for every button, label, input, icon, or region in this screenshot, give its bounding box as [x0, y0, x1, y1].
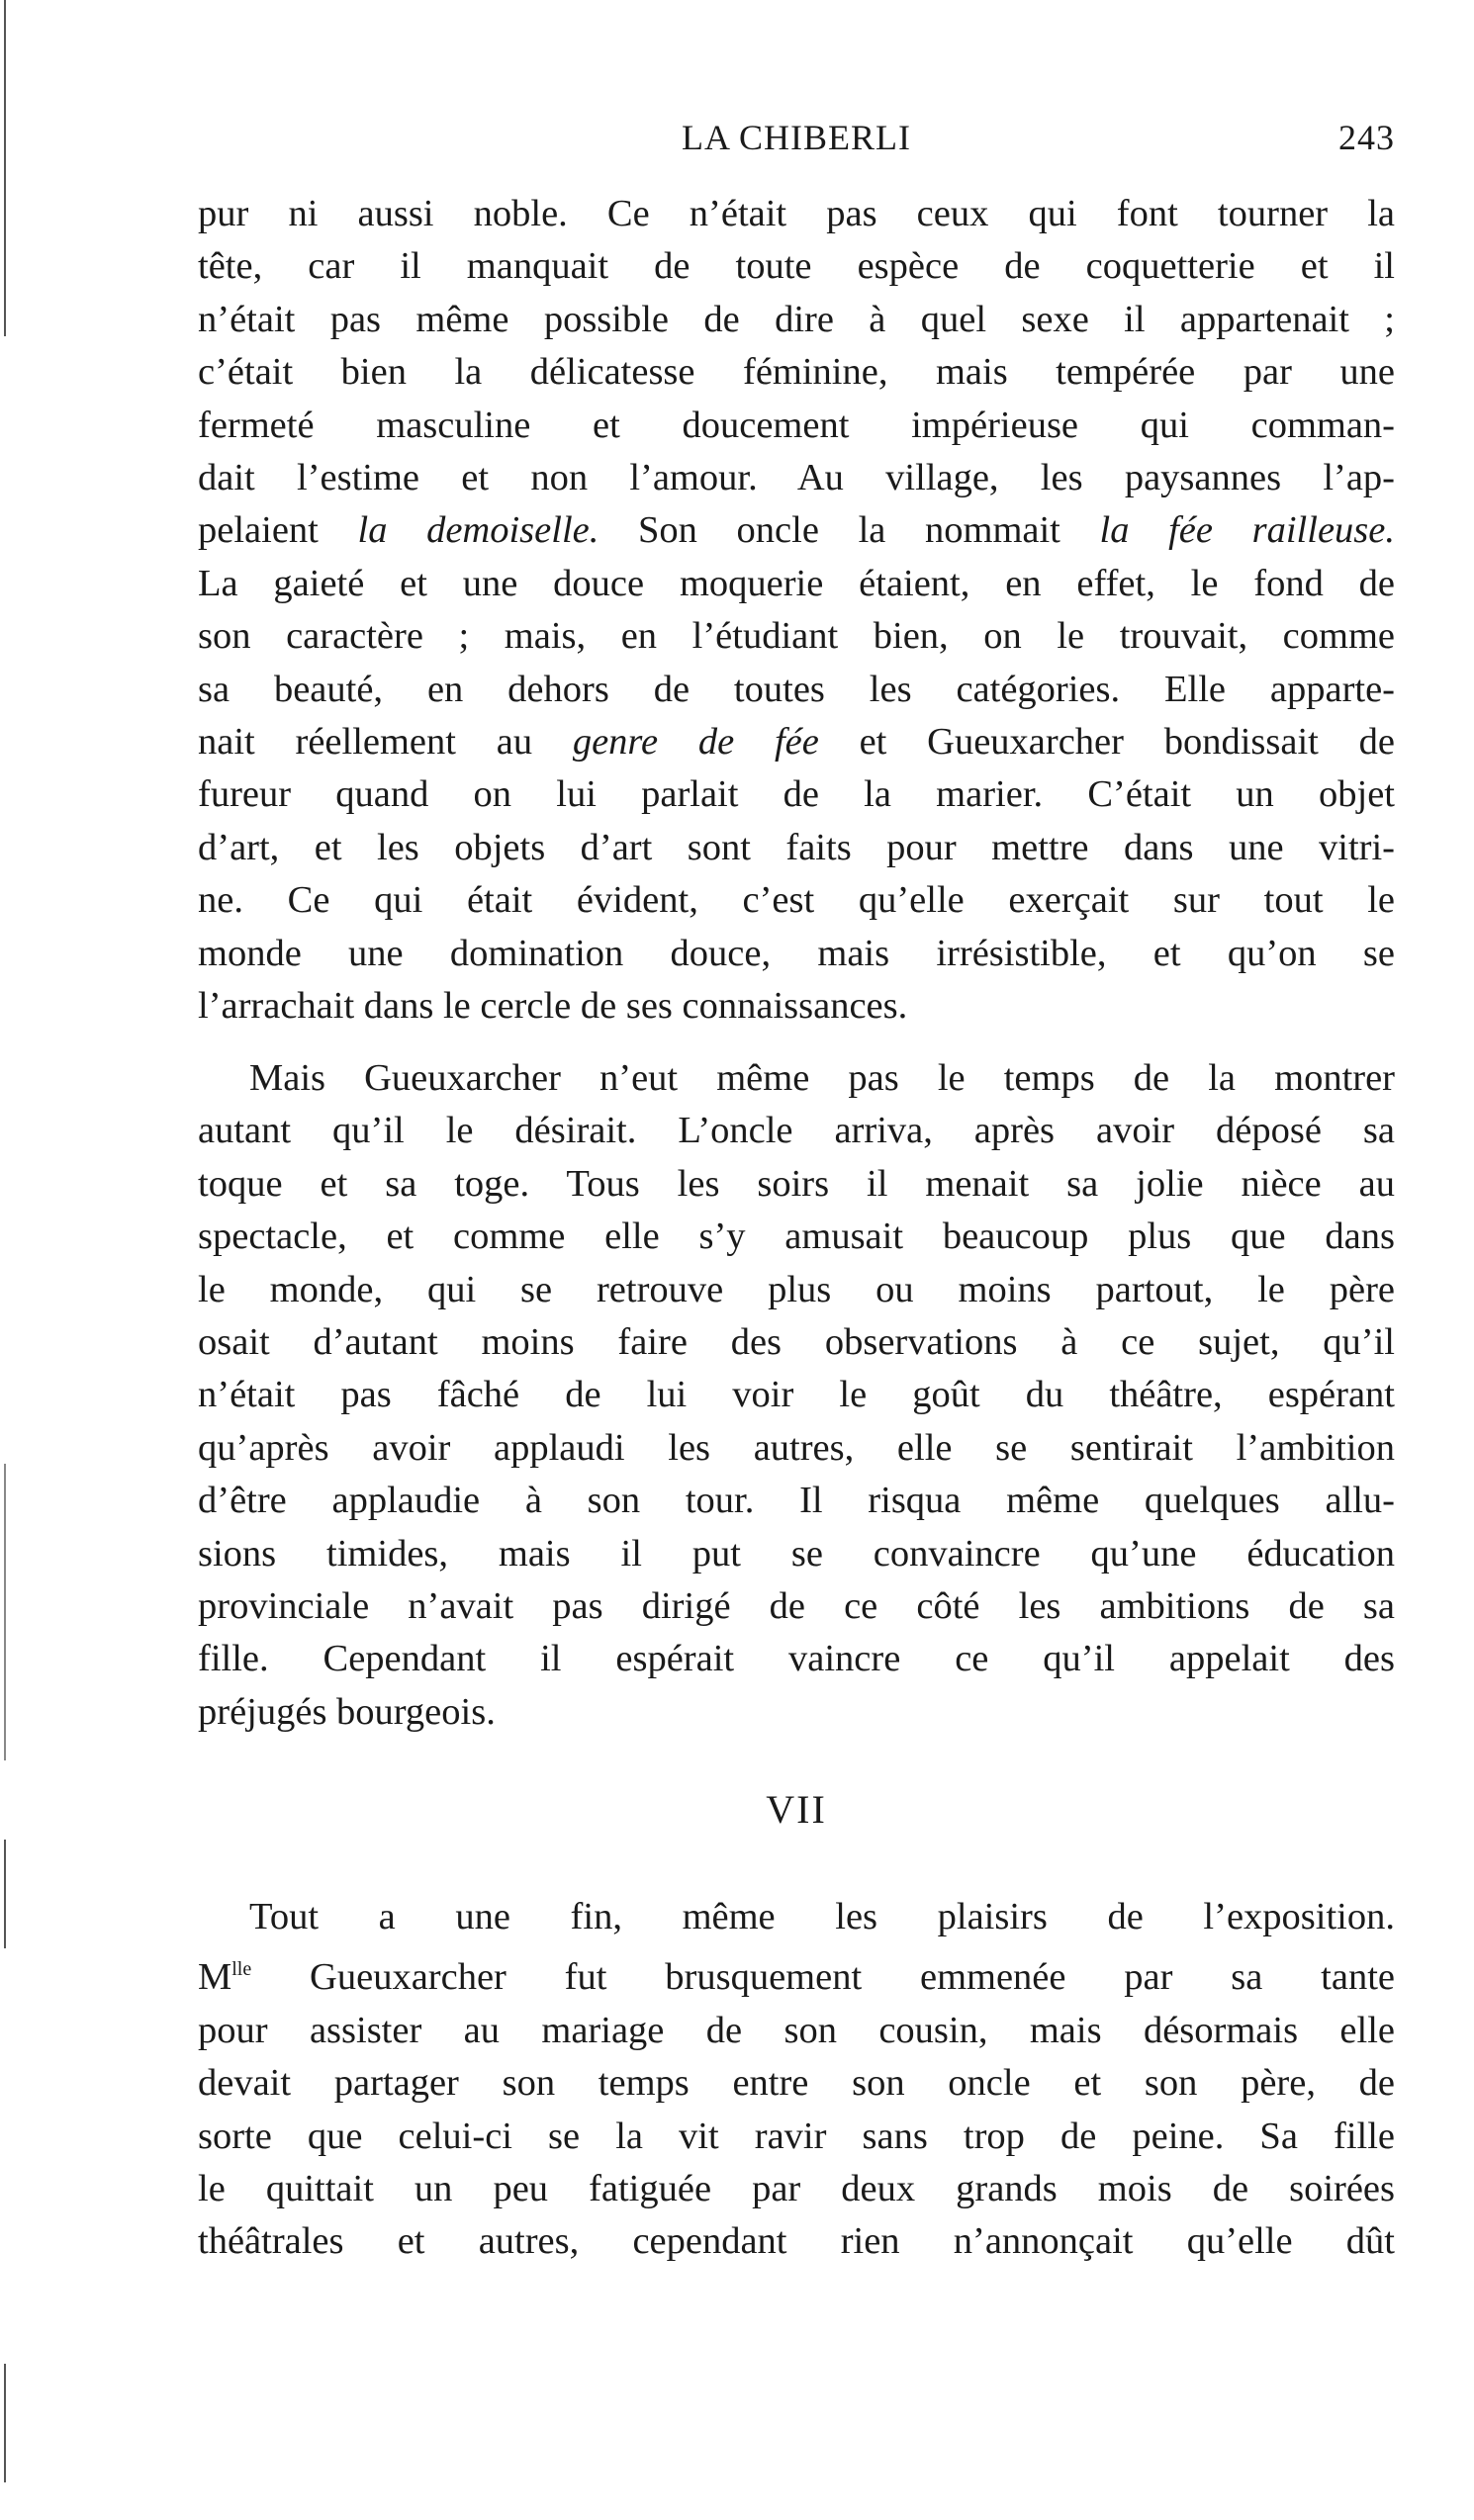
italic-term: la demoiselle.	[357, 509, 599, 552]
page-number: 243	[1338, 118, 1395, 157]
italic-term: genre de fée	[572, 721, 819, 764]
text-line: fermeté masculine et doucement impérieuse qui comman-	[198, 404, 1395, 446]
text-line: sions timides, mais il put se convaincre qu’une éducation	[198, 1532, 1395, 1575]
text-run: nait réellement au	[198, 721, 573, 764]
text-line: théâtrales et autres, cependant rien n’annonçait qu’elle dût	[198, 2220, 1395, 2263]
text-line: n’était pas même possible de dire à quel sexe il appartenait ;	[198, 298, 1395, 340]
text-run: M	[198, 1956, 232, 1999]
text-line: sorte que celui-ci se la vit ravir sans trop de peine. Sa fille	[198, 2115, 1395, 2157]
text-line: le quittait un peu fatiguée par deux grands mois de soirées	[198, 2168, 1395, 2210]
text-line: devait partager son temps entre son oncle et son père, de	[198, 2062, 1395, 2105]
text-line: spectacle, et comme elle s’y amusait beaucoup plus que dans	[198, 1215, 1395, 1258]
paragraph-2	[198, 1052, 1395, 1739]
chapter-heading: VII	[766, 1787, 827, 1832]
text-line: La gaieté et une douce moquerie étaient, en effet, le fond de	[198, 562, 1395, 604]
text-line: osait d’autant moins faire des observations à ce sujet, qu’il	[198, 1321, 1395, 1364]
text-line: le monde, qui se retrouve plus ou moins partout, le père	[198, 1268, 1395, 1310]
text-line: toque et sa toge. Tous les soirs il menait sa jolie nièce au	[198, 1162, 1395, 1205]
text-line: n’était pas fâché de lui voir le goût du théâtre, espérant	[198, 1374, 1395, 1416]
text-line	[198, 1943, 1395, 2004]
text-line: d’art, et les objets d’art sont faits pour mettre dans une vitri-	[198, 826, 1395, 868]
text-line: l’arrachait dans le cercle de ses connaissances.	[198, 985, 908, 1028]
text-line: préjugés bourgeois.	[198, 1690, 496, 1733]
abbreviation-superscript: lle	[231, 1958, 252, 1981]
text-line: fille. Cependant il espérait vaincre ce qu’il appelait des	[198, 1638, 1395, 1680]
edge-mark	[4, 0, 6, 336]
paragraph-3	[198, 1891, 1395, 2269]
text-line: autant qu’il le désirait. L’oncle arriva, après avoir déposé sa	[198, 1110, 1395, 1152]
text-line: sa beauté, en dehors de toutes les catégories. Elle apparte-	[198, 668, 1395, 710]
text-line: son caractère ; mais, en l’étudiant bien, on le trouvait, comme	[198, 615, 1395, 658]
text-run: Son oncle la nommait	[599, 509, 1100, 552]
text-line: d’être applaudie à son tour. Il risqua même quelques allu-	[198, 1480, 1395, 1522]
text-line: ne. Ce qui était évident, c’est qu’elle exerçait sur tout le	[198, 879, 1395, 922]
text-line: Tout a une fin, même les plaisirs de l’exposition.	[249, 1896, 1395, 1937]
text-line: pour assister au mariage de son cousin, mais désormais elle	[198, 2009, 1395, 2051]
text-line: c’était bien la délicatesse féminine, mais tempérée par une	[198, 351, 1395, 394]
text-line: fureur quand on lui parlait de la marier. C’était un objet	[198, 773, 1395, 816]
text-run: pelaient	[198, 509, 358, 552]
text-line: tête, car il manquait de toute espèce de coquetterie et il	[198, 245, 1395, 288]
italic-term: la fée railleuse.	[1099, 509, 1395, 552]
page-left-edge	[4, 0, 6, 2520]
edge-mark	[4, 1840, 6, 1948]
edge-mark	[4, 2364, 6, 2482]
text-line	[198, 504, 1395, 557]
text-line	[198, 716, 1395, 768]
text-line: pur ni aussi noble. Ce n’était pas ceux qui font tourner la	[198, 193, 1395, 234]
text-line: dait l’estime et non l’amour. Au village, les paysannes l’ap-	[198, 457, 1395, 499]
text-line: monde une domination douce, mais irrésistible, et qu’on se	[198, 932, 1395, 974]
paragraph-1	[198, 188, 1395, 1034]
text-line: provinciale n’avait pas dirigé de ce côté les ambitions de sa	[198, 1585, 1395, 1628]
running-title: LA CHIBERLI	[682, 118, 911, 157]
text-line: qu’après avoir applaudi les autres, elle se sentirait l’ambition	[198, 1426, 1395, 1469]
text-run: et Gueuxarcher bondissait de	[818, 721, 1395, 764]
running-head	[198, 117, 1395, 166]
text-line: Mais Gueuxarcher n’eut même pas le temps de la montrer	[249, 1057, 1395, 1099]
text-run: Gueuxarcher fut brusquement emmenée par sa tante	[251, 1956, 1395, 1999]
edge-mark	[4, 1464, 6, 1760]
